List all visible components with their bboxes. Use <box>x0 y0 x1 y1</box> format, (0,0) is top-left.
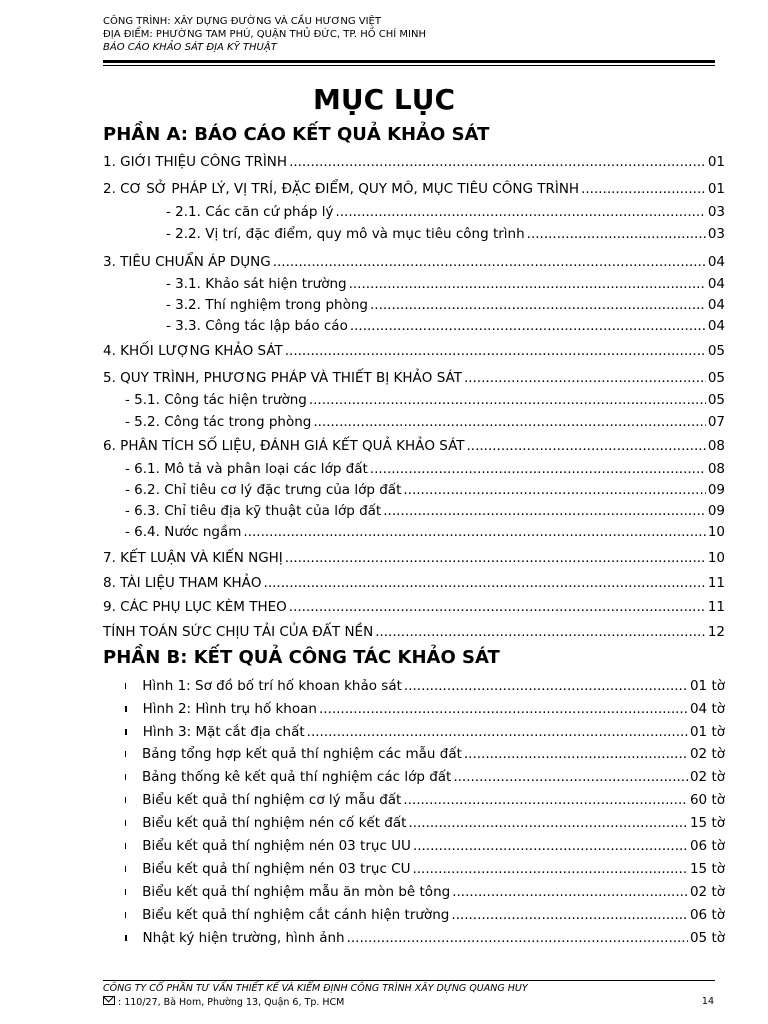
toc-leader <box>243 523 705 541</box>
footer-company: CÔNG TY CỔ PHẦN TƯ VẤN THIẾT KẾ VÀ KIỂM ĐỊNH CÔNG TRÌNH XÂY DỰNG QUANG HUY <box>103 983 528 994</box>
toc-item-page: 08 <box>707 461 725 477</box>
toc-leader <box>289 153 706 171</box>
bullet-icon <box>125 729 127 735</box>
toc-item-page: 09 <box>707 503 725 519</box>
page-title: MỤC LỤC <box>312 83 456 116</box>
toc-item[interactable] <box>103 253 725 271</box>
toc-item-page: 10 <box>707 524 725 540</box>
toc-leader <box>403 791 688 809</box>
appendix-item[interactable] <box>125 723 725 741</box>
bullet-icon <box>125 843 126 849</box>
toc-leader <box>285 342 706 360</box>
toc-item-text: 8. TÀI LIỆU THAM KHẢO <box>103 575 262 591</box>
toc-leader <box>307 723 688 741</box>
appendix-item-count: 06 tờ <box>689 907 725 923</box>
bullet-icon <box>125 866 126 872</box>
toc-item-page: 12 <box>707 624 725 640</box>
toc-subitem[interactable] <box>166 317 725 335</box>
toc-item-page: 05 <box>707 370 725 386</box>
toc-item-text: 3. TIÊU CHUẨN ÁP DỤNG <box>103 254 271 270</box>
toc-leader <box>313 413 705 431</box>
toc-leader <box>464 745 688 763</box>
toc-item-page: 05 <box>707 343 725 359</box>
appendix-item-text: Biểu kết quả thí nghiệm mẫu ăn mòn bê tông <box>142 884 451 900</box>
appendix-item-text: Biểu kết quả thí nghiệm nén cố kết đất <box>142 815 407 831</box>
toc-item[interactable] <box>103 369 725 387</box>
toc-item-text: - 5.2. Công tác trong phòng <box>125 414 312 430</box>
toc-item-page: 07 <box>707 414 725 430</box>
part-b-heading: PHẦN B: KẾT QUẢ CÔNG TÁC KHẢO SÁT <box>103 647 500 668</box>
toc-item[interactable] <box>103 574 725 592</box>
toc-leader <box>581 180 706 198</box>
toc-leader <box>264 574 706 592</box>
toc-leader <box>383 502 706 520</box>
toc-leader <box>408 814 688 832</box>
toc-leader <box>375 623 706 641</box>
toc-item-page: 11 <box>707 575 725 591</box>
toc-subitem[interactable] <box>125 413 725 431</box>
toc-item-text: - 3.1. Khảo sát hiện trường <box>166 276 347 292</box>
bullet-icon <box>125 751 126 757</box>
appendix-item-text: Nhật ký hiện trường, hình ảnh <box>142 930 345 946</box>
part-a-heading: PHẦN A: BÁO CÁO KẾT QUẢ KHẢO SÁT <box>103 124 490 145</box>
header-project: CÔNG TRÌNH: XÂY DỰNG ĐƯỜNG VÀ CẦU HƯƠNG VIỆT <box>103 16 381 27</box>
appendix-item-count: 15 tờ <box>689 861 725 877</box>
appendix-item-text: Hình 1: Sơ đồ bố trí hố khoan khảo sát <box>142 678 402 694</box>
toc-leader <box>370 460 706 478</box>
appendix-item-count: 02 tờ <box>689 769 725 785</box>
bullet-icon <box>125 706 127 712</box>
toc-subitem[interactable] <box>125 391 725 409</box>
appendix-item-text: Hình 2: Hình trụ hố khoan <box>142 701 317 717</box>
footer-rule <box>103 980 715 981</box>
toc-leader <box>289 598 706 616</box>
appendix-item[interactable] <box>125 677 725 695</box>
appendix-item-text: Biểu kết quả thí nghiệm nén 03 trục UU <box>142 838 411 854</box>
toc-leader <box>413 837 688 855</box>
toc-item-page: 05 <box>707 392 725 408</box>
toc-item-page: 03 <box>707 226 725 242</box>
toc-leader <box>335 203 705 221</box>
appendix-item-count: 02 tờ <box>689 884 725 900</box>
header-report: BÁO CÁO KHẢO SÁT ĐỊA KỸ THUẬT <box>103 42 277 53</box>
toc-item[interactable] <box>103 180 725 198</box>
toc-leader <box>412 860 688 878</box>
toc-subitem[interactable] <box>125 460 725 478</box>
appendix-item[interactable] <box>125 929 725 947</box>
toc-leader <box>404 677 688 695</box>
appendix-item[interactable] <box>125 883 725 901</box>
toc-item-text: - 3.2. Thí nghiệm trong phòng <box>166 297 368 313</box>
toc-item-text: 5. QUY TRÌNH, PHƯƠNG PHÁP VÀ THIẾT BỊ KHẢO SÁT <box>103 370 462 386</box>
toc-item-page: 04 <box>707 297 725 313</box>
header-location: ĐỊA ĐIỂM: PHƯỜNG TAM PHÚ, QUẬN THỦ ĐỨC, TP. HỒ CHÍ MINH <box>103 29 426 40</box>
toc-item-text: - 3.3. Công tác lập báo cáo <box>166 318 348 334</box>
appendix-item-text: Bảng tổng hợp kết quả thí nghiệm các mẫu đất <box>142 746 462 762</box>
toc-item-page: 03 <box>707 204 725 220</box>
bullet-icon <box>125 820 126 826</box>
toc-subitem[interactable] <box>166 225 725 243</box>
toc-item-text: - 6.4. Nước ngầm <box>125 524 242 540</box>
toc-item-page: 09 <box>707 482 725 498</box>
appendix-item-count: 06 tờ <box>689 838 725 854</box>
toc-leader <box>403 481 705 499</box>
appendix-item[interactable] <box>125 700 725 718</box>
appendix-item-text: Hình 3: Mặt cắt địa chất <box>142 724 305 740</box>
toc-item-page: 04 <box>707 254 725 270</box>
toc-leader <box>464 369 706 387</box>
footer-address <box>103 996 344 1009</box>
toc-item-page: 01 <box>707 181 725 197</box>
toc-leader <box>451 906 688 924</box>
toc-subitem[interactable] <box>125 481 725 499</box>
toc-leader <box>370 296 706 314</box>
toc-item-page: 11 <box>707 599 725 615</box>
toc-item-text: 4. KHỐI LƯỢNG KHẢO SÁT <box>103 343 283 359</box>
bullet-icon <box>125 912 126 918</box>
appendix-item-count: 05 tờ <box>689 930 725 946</box>
header-rule-thin <box>103 65 715 66</box>
toc-leader <box>350 317 706 335</box>
toc-item-page: 04 <box>707 318 725 334</box>
toc-item[interactable] <box>103 153 725 171</box>
toc-item-text: - 6.3. Chỉ tiêu địa kỹ thuật của lớp đất <box>125 503 382 519</box>
toc-item[interactable] <box>103 437 725 455</box>
toc-subitem[interactable] <box>166 203 725 221</box>
appendix-item-count: 02 tờ <box>689 746 725 762</box>
toc-leader <box>319 700 688 718</box>
page-header <box>103 15 715 54</box>
appendix-item-text: Biểu kết quả thí nghiệm cắt cánh hiện trường <box>142 907 450 923</box>
toc-item[interactable] <box>103 342 725 360</box>
toc-item-text: - 5.1. Công tác hiện trường <box>125 392 307 408</box>
toc-item-text: 6. PHÂN TÍCH SỐ LIỆU, ĐÁNH GIÁ KẾT QUẢ KHẢO SÁT <box>103 438 465 454</box>
appendix-item-count: 60 tờ <box>689 792 725 808</box>
bullet-icon <box>125 797 126 803</box>
toc-item-text: - 2.2. Vị trí, đặc điểm, quy mô và mục tiêu công trình <box>166 226 525 242</box>
appendix-item-count: 01 tờ <box>689 724 725 740</box>
toc-item-page: 04 <box>707 276 725 292</box>
toc-leader <box>453 768 688 786</box>
toc-subitem[interactable] <box>125 523 725 541</box>
toc-subitem[interactable] <box>125 502 725 520</box>
bullet-icon <box>125 935 127 941</box>
bullet-icon <box>125 774 126 780</box>
toc-item[interactable] <box>103 623 725 641</box>
toc-leader <box>273 253 706 271</box>
toc-item[interactable] <box>103 549 725 567</box>
mail-icon <box>103 996 115 1005</box>
appendix-item[interactable] <box>125 745 725 763</box>
toc-leader <box>527 225 706 243</box>
toc-item-text: - 2.1. Các căn cứ pháp lý <box>166 204 334 220</box>
toc-leader <box>309 391 706 409</box>
toc-item-page: 10 <box>707 550 725 566</box>
toc-item[interactable] <box>103 598 725 616</box>
toc-item-text: TÍNH TOÁN SỨC CHỊU TẢI CỦA ĐẤT NỀN <box>103 624 374 640</box>
toc-item-page: 01 <box>707 154 725 170</box>
bullet-icon <box>125 683 126 689</box>
toc-leader <box>349 275 706 293</box>
toc-subitem[interactable] <box>166 275 725 293</box>
toc-item-text: 7. KẾT LUẬN VÀ KIẾN NGHỊ <box>103 550 283 566</box>
toc-leader <box>285 549 706 567</box>
appendix-item-count: 15 tờ <box>689 815 725 831</box>
toc-leader <box>452 883 688 901</box>
toc-item-text: 2. CƠ SỞ PHÁP LÝ, VỊ TRÍ, ĐẶC ĐIỂM, QUY MÔ, MỤC TIÊU CÔNG TRÌNH <box>103 181 580 197</box>
toc-item-text: 1. GIỚI THIỆU CÔNG TRÌNH <box>103 154 288 170</box>
appendix-item-text: Biểu kết quả thí nghiệm nén 03 trục CU <box>142 861 411 877</box>
appendix-item[interactable] <box>125 906 725 924</box>
appendix-item[interactable] <box>125 791 725 809</box>
toc-item-text: - 6.1. Mô tả và phân loại các lớp đất <box>125 461 368 477</box>
appendix-item[interactable] <box>125 860 725 878</box>
toc-item-text: 9. CÁC PHỤ LỤC KÈM THEO <box>103 599 287 615</box>
toc-item-page: 08 <box>707 438 725 454</box>
toc-item-text: - 6.2. Chỉ tiêu cơ lý đặc trưng của lớp đất <box>125 482 402 498</box>
header-rule-thick <box>103 60 715 63</box>
appendix-item[interactable] <box>125 837 725 855</box>
appendix-item[interactable] <box>125 814 725 832</box>
appendix-item-text: Bảng thống kê kết quả thí nghiệm các lớp đất <box>142 769 452 785</box>
page-number: 14 <box>701 996 714 1007</box>
toc-leader <box>347 929 688 947</box>
toc-leader <box>467 437 706 455</box>
appendix-item-count: 04 tờ <box>689 701 725 717</box>
bullet-icon <box>125 889 126 895</box>
toc-subitem[interactable] <box>166 296 725 314</box>
appendix-item-text: Biểu kết quả thí nghiệm cơ lý mẫu đất <box>142 792 402 808</box>
footer-address-text: : 110/27, Bà Hom, Phường 13, Quận 6, Tp. HCM <box>118 997 345 1008</box>
appendix-item[interactable] <box>125 768 725 786</box>
appendix-item-count: 01 tờ <box>689 678 725 694</box>
